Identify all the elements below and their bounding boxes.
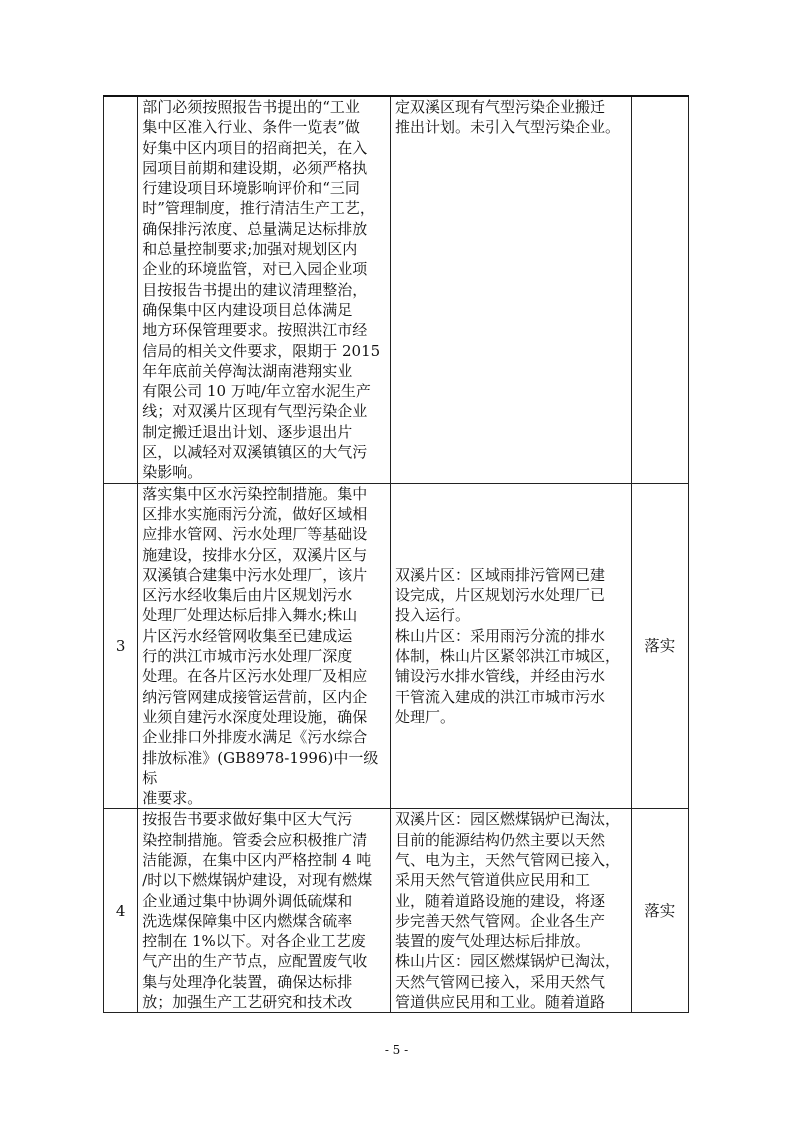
implementation-text: 双溪片区：园区燃煤锅炉已淘汰， 目前的能源结构仍然主要以天然 气、电为主，天然气管网已接入， 采用天然气管道供应民用和工 业，随着道路设施的建设，将逐 步完善天然气管网。企业各生产 装置的废气处理达标后排放。 株山片区：园区燃煤锅炉已淘汰， 天然气管网已接入，采用天然气 管道供应民用和工业。随着道路 [394, 810, 620, 1012]
page-number: - 5 - [384, 1043, 409, 1057]
requirement-text: 落实集中区水污染控制措施。集中 区排水实施雨污分流，做好区域相 应排水管网、污水处理厂等基础设 施建设，按排水分区，双溪片区与 双溪镇合建集中污水处理厂，该片 区污水经收集后由片区规划污水 处理厂处理达标后排入舞水;株山 片区污水经管网收集至已建成运 行的洪江市城市污水处理厂深度 处理。在各片区污水处理厂及相应 纳污管网建成接管运营前，区内企 业须自建污水深度处理设施，确保 企业排口外排废水满足《污水综合 排放标准》(GB8978-1996)中一级标 准要求。 [142, 484, 379, 808]
implementation-cell [390, 483, 631, 809]
table-row [104, 809, 689, 1013]
row-number [104, 96, 138, 483]
implementation-cell [390, 96, 631, 483]
table-row [104, 483, 689, 809]
status-cell [631, 96, 688, 483]
status-cell: 落实 [631, 809, 688, 1013]
requirement-cell [138, 483, 391, 809]
status-cell: 落实 [631, 483, 688, 809]
requirement-text: 按报告书要求做好集中区大气污 染控制措施。管委会应积极推广清 洁能源，在集中区内严格控制 4 吨 /时以下燃煤锅炉建设，对现有燃煤 企业通过集中协调外调低硫煤和 洗选煤保障集中区内燃煤含硫率 控制在 1%以下。对各企业工艺废 气产出的生产节点，应配置废气收 集与处理净化装置，确保达标排 放；加强生产工艺研究和技术改 [142, 810, 373, 1012]
table-row [104, 96, 689, 483]
row-number: 4 [104, 809, 138, 1013]
implementation-text: 双溪片区：区域雨排污管网已建 设完成，片区规划污水处理厂已 投入运行。 株山片区：采用雨污分流的排水 体制，株山片区紧邻洪江市城区， 铺设污水排水管线，并经由污水 干管流入建成的洪江市城市污水 处理厂。 [394, 565, 620, 726]
requirement-text: 部门必须按照报告书提出的“工业 集中区准入行业、条件一览表”做 好集中区内项目的招商把关，在入 园项目前期和建设期，必须严格执 行建设项目环境影响评价和“三同 时”管理制度，推行清洁生产工艺， 确保排污浓度、总量满足达标排放 和总量控制要求;加强对规划区内 企业的环境监管，对已入园企业项 目按报告书提出的建议清理整治， 确保集中区内建设项目总体满足 地方环保管理要求。按照洪江市经 信局的相关文件要求，限期于 2015 年年底前关停淘汰湖南港翔实业 有限公司 10 万吨/年立窑水泥生产 线；对双溪片区现有气型污染企业 制定搬迁退出计划、逐步退出片 区，以减轻对双溪镇镇区的大气污 染影响。 [142, 98, 381, 482]
requirement-cell [138, 96, 391, 483]
implementation-cell [390, 809, 631, 1013]
compliance-table [103, 95, 689, 1013]
row-number: 3 [104, 483, 138, 809]
implementation-text: 定双溪区现有气型污染企业搬迁 推出计划。未引入气型污染企业。 [394, 98, 620, 137]
requirement-cell [138, 809, 391, 1013]
